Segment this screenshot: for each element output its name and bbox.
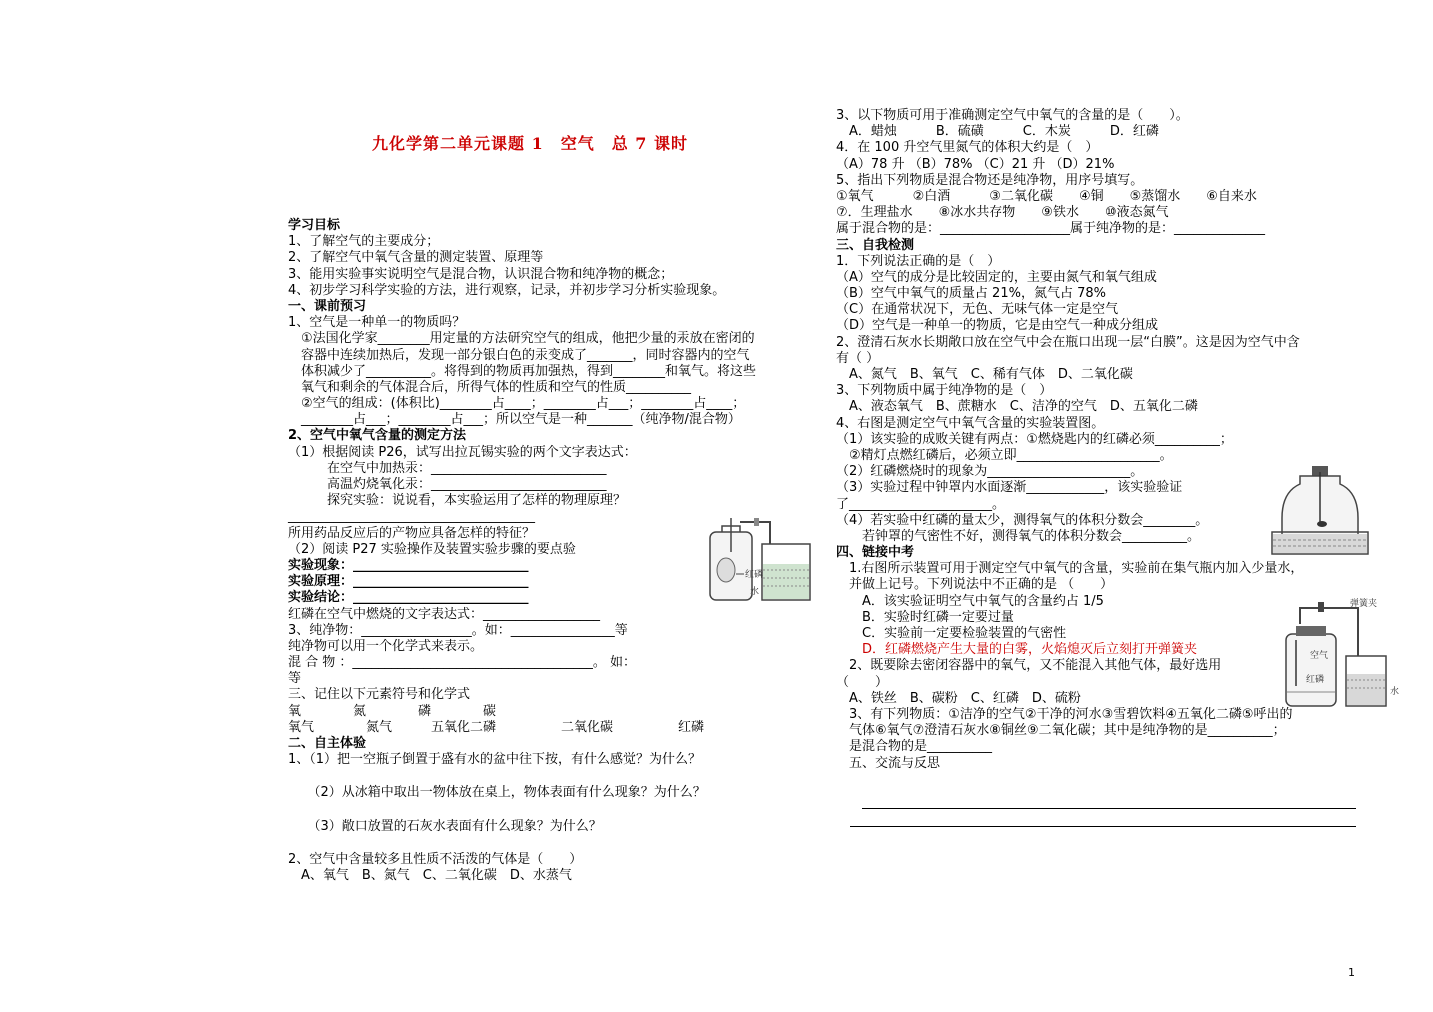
label-phosphorus: 红磷 — [745, 570, 764, 580]
text-line: 所用药品反应后的产物应具备怎样的特征？ — [288, 525, 536, 541]
text-line: 2、既要除去密闭容器中的氧气，又不能混入其他气体，最好选用 — [836, 658, 1222, 674]
spring-clip-apparatus-figure — [1266, 596, 1406, 716]
text-line: 三、记住以下元素符号和化学式 — [288, 687, 471, 703]
text-line: 5、指出下列物质是混合物还是纯净物，用序号填写。 — [836, 172, 1144, 188]
text-line: （2）从冰箱中取出一物体放在桌上，物体表面有什么现象？为什么？ — [288, 785, 706, 801]
text-line: 4．在 100 升空气里氮气的体积大约是（ ） — [836, 140, 1099, 156]
text-line: 3、能用实验事实说明空气是混合物，认识混合物和纯净物的概念； — [288, 266, 674, 282]
text-line: 氧气和剩余的气体混合后，所得气体的性质和空气的性质__________ — [288, 379, 692, 395]
text-line: 1、了解空气的主要成分； — [288, 234, 440, 250]
text-line: 实验原理：___________________________ — [288, 574, 529, 590]
text-line: 在空气中加热汞：___________________________ — [288, 460, 607, 476]
text-line: 属于混合物的是：____________________属于纯净物的是：______________ — [836, 221, 1266, 237]
text-line: 一、课前预习 — [288, 298, 367, 314]
text-line: （2）红磷燃烧时的现象为______________________。 — [836, 464, 1144, 480]
label-spring-clip: 弹簧夹 — [1350, 599, 1378, 609]
text-line: （A）空气的成分是比较固定的，主要由氮气和氧气组成 — [836, 269, 1157, 285]
text-line: 纯净物可以用一个化学式来表示。 — [288, 638, 484, 654]
text-line: 3、下列物质中属于纯净物的是（ ） — [836, 383, 1053, 399]
text-line: 探究实验：说说看，本实验运用了怎样的物理原理？ — [288, 493, 627, 509]
text-line — [288, 835, 828, 852]
text-line: A、铁丝 B、碳粉 C、红磷 D、硫粉 — [836, 690, 1081, 706]
text-line: 等 — [288, 671, 302, 687]
page-title: 九化学第二单元课题 1 空气 总 7 课时 — [372, 134, 688, 153]
text-line: ⑦．生理盐水 ⑧冰水共存物 ⑨铁水 ⑩液态氮气 — [836, 205, 1169, 221]
text-line: 学习目标 — [288, 218, 341, 233]
answer-line — [850, 826, 1356, 827]
text-line: 1、（1）把一空瓶子倒置于盛有水的盆中往下按，有什么感觉？为什么？ — [288, 752, 702, 768]
text-line: 体积减少了__________。将得到的物质再加强热，得到________和氧气。将这些 — [288, 363, 757, 379]
text-line — [288, 768, 828, 785]
text-line: 氧 氮 磷 碳 — [288, 703, 497, 719]
text-line: A、氧气 B、氮气 C、二氧化碳 D、水蒸气 — [288, 867, 572, 883]
text-line: 氧气 氮气 五氧化二磷 二氧化碳 红磷 — [288, 719, 705, 735]
experiment-apparatus-figure — [700, 508, 825, 608]
text-line: （1）根据阅读 P26，试写出拉瓦锡实验的两个文字表达式： — [288, 444, 637, 460]
text-line: 红磷在空气中燃烧的文字表达式：__________________ — [288, 606, 601, 622]
text-line: 2、空气中含量较多且性质不活泼的气体是（ ） — [288, 851, 583, 867]
text-line: 高温灼烧氧化汞：___________________________ — [288, 477, 607, 492]
text-line: D．红磷燃烧产生大量的白雾，火焰熄灭后立刻打开弹簧夹 — [836, 642, 1198, 658]
text-line: （ ） — [836, 674, 889, 690]
text-line: 3、有下列物质：①洁净的空气②干净的河水③雪碧饮料④五氧化二磷⑤呼出的 — [836, 706, 1293, 722]
text-line: A．该实验证明空气中氧气的含量约占 1/5 — [836, 593, 1104, 609]
text-line: ①法国化学家________用定量的方法研究空气的组成，他把少量的汞放在密闭的 — [288, 331, 755, 347]
text-line: 了______________________。 — [836, 496, 1006, 512]
page-number: 1 — [1348, 966, 1355, 979]
label-phosphorus: 红磷 — [1306, 675, 1325, 685]
text-line: 四、链接中考 — [836, 545, 915, 561]
text-line: ②空气的组成：(体积比)________占____；________占___；________占____； — [288, 396, 746, 412]
text-line: （A）78 升 （B）78% （C）21 升 （D）21% — [836, 156, 1115, 172]
text-line: （3）敞口放置的石灰水表面有什么现象？为什么？ — [288, 818, 602, 834]
text-line: 二、自主体验 — [288, 736, 367, 751]
text-line: （2）阅读 P27 实验操作及装置实验步骤的要点验 — [288, 541, 576, 557]
text-line — [288, 802, 828, 819]
text-line: 3、纯净物：_________________。如：________________等 — [288, 622, 628, 638]
text-line: （C）在通常状况下，无色、无味气体一定是空气 — [836, 302, 1119, 318]
bell-jar-figure — [1270, 462, 1370, 562]
text-line: 4、右图是测定空气中氧气含量的实验装置图。 — [836, 415, 1105, 431]
text-line: 是混合物的是__________ — [836, 739, 993, 755]
text-line: 2、空气中氧气含量的测定方法 — [288, 428, 467, 444]
text-line: 混 合 物 ：_____________________________________。 如： — [288, 655, 637, 671]
text-line: 三、自我检测 — [836, 237, 915, 253]
text-line: 气体⑥氧气⑦澄清石灰水⑧铜丝⑨二氧化碳；其中是纯净物的是__________； — [836, 723, 1286, 739]
text-line: ________占___；________占___；所以空气是一种_______（纯净物/混合物） — [288, 412, 741, 428]
text-line: 4、初步学习科学实验的方法，进行观察，记录，并初步学习分析实验现象。 — [288, 282, 726, 298]
text-line: A．蜡烛 B．硫磺 C．木炭 D．红磷 — [836, 124, 1159, 140]
answer-line — [862, 808, 1356, 809]
label-air: 空气 — [1310, 651, 1329, 661]
text-line: ②精灯点燃红磷后，必须立即______________________。 — [836, 447, 1173, 463]
text-line: A、液态氧气 B、蔗糖水 C、洁净的空气 D、五氧化二磷 — [836, 399, 1198, 415]
text-line: C．实验前一定要检验装置的气密性 — [836, 626, 1067, 641]
text-line: （3）实验过程中钟罩内水面逐渐____________，该实验验证 — [836, 480, 1183, 496]
text-line: （B）空气中氧气的质量占 21%，氮气占 78% — [836, 286, 1106, 302]
label-water: 水 — [1390, 687, 1400, 697]
text-line: （4）若实验中红磷的量太少，测得氧气的体积分数会________。 — [836, 512, 1209, 528]
text-line: B．实验时红磷一定要过量 — [836, 609, 1014, 625]
text-line: 五、交流与反思 — [836, 755, 941, 771]
text-line: 若钟罩的气密性不好，测得氧气的体积分数会__________。 — [836, 528, 1201, 544]
text-line: （D）空气是一种单一的物质，它是由空气一种成分组成 — [836, 318, 1159, 334]
text-line: 2、澄清石灰水长期敞口放在空气中会在瓶口出现一层“白膜”。这是因为空气中含 — [836, 334, 1300, 350]
text-line: 有（ ） — [836, 350, 880, 366]
text-line: 1.右图所示装置可用于测定空气中氧气的含量，实验前在集气瓶内加入少量水， — [836, 561, 1304, 577]
text-line: 实验结论：___________________________ — [288, 590, 529, 606]
label-water: 水 — [750, 587, 760, 597]
text-line: ______________________________________ — [288, 509, 535, 525]
text-line: 3、以下物质可用于准确测定空气中氧气的含量的是（ ）。 — [836, 108, 1189, 123]
text-line: 1．下列说法正确的是（ ） — [836, 253, 1001, 269]
text-line: 实验现象：___________________________ — [288, 557, 529, 573]
text-line: 并做上记号。下列说法中不正确的是 （ ） — [836, 577, 1114, 593]
text-line: 2、了解空气中氧气含量的测定装置、原理等 — [288, 250, 544, 266]
text-line: ①氧气 ②白酒 ③二氧化碳 ④铜 ⑤蒸馏水 ⑥自来水 — [836, 188, 1257, 204]
text-line: 1、空气是一种单一的物质吗？ — [288, 315, 466, 331]
text-line: A、氮气 B、氧气 C、稀有气体 D、二氧化碳 — [836, 367, 1133, 382]
text-line: （1）该实验的成败关键有两点：①燃烧匙内的红磷必须__________； — [836, 431, 1233, 447]
text-line: 容器中连续加热后，发现一部分银白色的汞变成了_______，同时容器内的空气 — [288, 347, 750, 363]
